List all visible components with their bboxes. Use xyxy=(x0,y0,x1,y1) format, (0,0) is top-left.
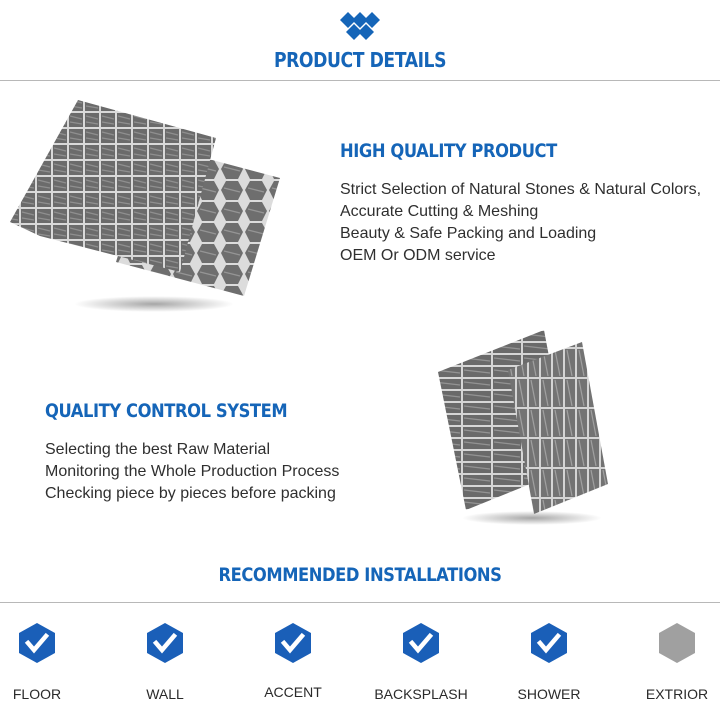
page-title: PRODUCT DETAILS xyxy=(273,48,447,72)
quality-product-line: Strict Selection of Natural Stones & Natural Colors, xyxy=(340,181,702,198)
install-item-backsplash xyxy=(366,622,476,702)
install-item-shower xyxy=(494,622,604,702)
install-label: FLOOR xyxy=(12,686,62,702)
install-item-accent xyxy=(238,622,348,700)
header-divider xyxy=(0,80,720,81)
install-label: SHOWER xyxy=(517,686,581,702)
installations-title: RECOMMENDED INSTALLATIONS xyxy=(218,564,502,586)
quality-product-line: OEM Or ODM service xyxy=(340,247,496,264)
install-item-wall xyxy=(110,622,220,702)
quality-control-line: Checking piece by pieces before packing xyxy=(45,485,336,502)
strip-mosaic-tile-image xyxy=(432,318,608,530)
quality-control-list xyxy=(45,439,339,505)
gray-hexagon-icon xyxy=(658,622,696,664)
install-label: ACCENT xyxy=(264,684,322,700)
quality-product-line: Beauty & Safe Packing and Loading xyxy=(340,225,597,242)
install-label: WALL xyxy=(146,686,184,702)
quality-product-title: HIGH QUALITY PRODUCT xyxy=(340,140,557,162)
install-label: EXTRIOR xyxy=(645,686,709,702)
install-item-extrior xyxy=(622,622,720,702)
quality-product-line: Accurate Cutting & Meshing xyxy=(340,203,539,220)
check-hexagon-icon xyxy=(146,622,184,664)
hexagon-mosaic-tile-image xyxy=(4,96,294,318)
quality-product-list xyxy=(340,179,701,267)
quality-control-title: QUALITY CONTROL SYSTEM xyxy=(45,400,288,422)
check-hexagon-icon xyxy=(402,622,440,664)
installations-divider xyxy=(0,602,720,603)
brand-diamonds-logo xyxy=(336,10,384,42)
check-hexagon-icon xyxy=(274,622,312,664)
quality-control-line: Monitoring the Whole Production Process xyxy=(45,463,340,480)
quality-control-line: Selecting the best Raw Material xyxy=(45,441,270,458)
check-hexagon-icon xyxy=(530,622,568,664)
check-hexagon-icon xyxy=(18,622,56,664)
install-label: BACKSPLASH xyxy=(374,686,468,702)
install-item-floor xyxy=(0,622,92,702)
